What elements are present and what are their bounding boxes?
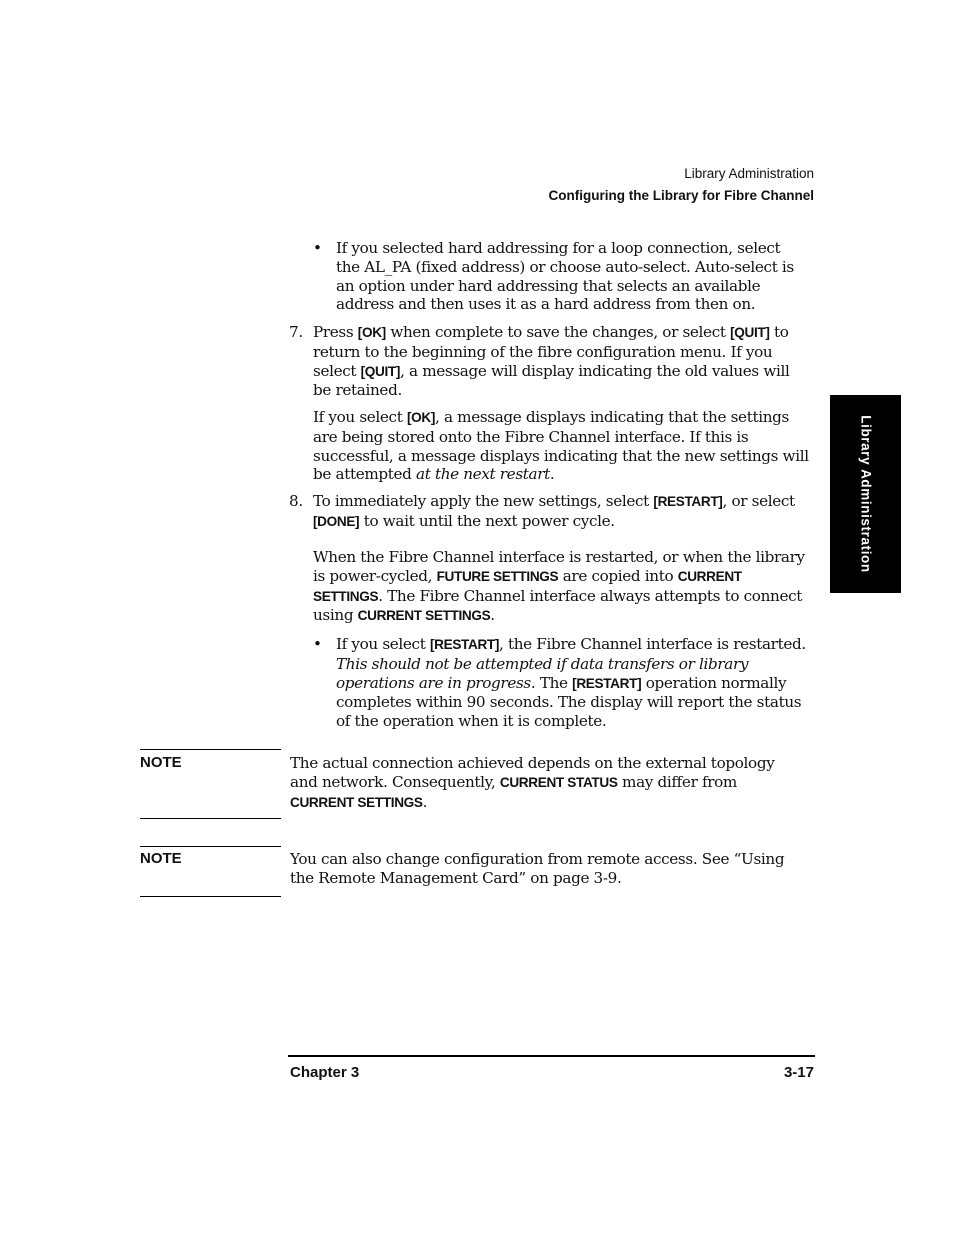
note-body-connection — [290, 754, 795, 812]
footer-rule — [288, 1055, 815, 1057]
text-run: To immediately apply the new settings, select — [313, 492, 654, 510]
text-run: , the Fibre Channel interface is restarted. — [499, 635, 806, 653]
note-bottom-rule — [140, 818, 281, 819]
step-8-paragraph — [313, 492, 808, 532]
key-quit: [QUIT] — [360, 363, 401, 379]
text-run: , or select — [722, 492, 795, 510]
text-run: . — [549, 465, 555, 484]
term-current-settings: CURRENT SETTINGS — [290, 794, 423, 810]
text-run: The actual connection achieved depends on the external topology and network. Consequently, — [290, 754, 775, 791]
side-thumb-tab — [830, 395, 901, 593]
term-future-settings: FUTURE SETTINGS — [436, 568, 559, 584]
bullet-paragraph-restart — [336, 635, 812, 731]
step-8-followup-paragraph — [313, 548, 813, 626]
note-body-remote-access: You can also change configuration from remote access. See “Using the Remote Management Card” on page 3-9. — [290, 850, 785, 887]
text-run: . The Fibre Channel interface always attempts to connect using — [313, 586, 802, 625]
note-label: NOTE — [140, 850, 182, 867]
text-run: If you select — [336, 635, 430, 653]
term-current-settings: CURRENT SETTINGS — [313, 568, 742, 604]
text-run: If you select — [313, 408, 407, 426]
key-quit: [QUIT] — [730, 325, 770, 340]
key-restart: [RESTART] — [572, 675, 642, 691]
term-current-status: CURRENT STATUS — [499, 774, 618, 790]
step-7-paragraph — [313, 323, 808, 400]
bullet-paragraph-addressing: If you selected hard addressing for a loop connection, select the AL_PA (fixed address) or choose auto-select. Auto-select is an option under hard addressing that selects an available address and then uses it as a hard address from then on. — [336, 239, 794, 314]
step-number-7: 7. — [289, 323, 303, 341]
text-run: . — [490, 606, 495, 625]
footer-page-number: 3-17 — [783, 1064, 814, 1081]
term-current-settings: CURRENT SETTINGS — [357, 608, 491, 624]
text-run: When the Fibre Channel interface is restarted, or when the library is power-cycled, — [313, 548, 805, 585]
running-header-subsection: Configuring the Library for Fibre Channel — [548, 188, 814, 203]
step-number-8: 8. — [289, 492, 303, 510]
bullet-marker: • — [313, 239, 322, 257]
key-done: [DONE] — [313, 513, 360, 529]
text-run: to return to the beginning of the fibre configuration menu. If you select — [313, 323, 789, 380]
text-run: Press — [313, 323, 358, 341]
emphasis-text: at the next restart — [416, 465, 550, 484]
warning-emphasis: This should not be attempted if data transfers or library operations are in progress — [336, 654, 749, 692]
text-run: operation normally completes within 90 seconds. The display will report the status of the operation when it is complete. — [336, 673, 802, 731]
step-7-followup-paragraph — [313, 408, 813, 484]
key-ok: [OK] — [357, 325, 386, 340]
footer-chapter: Chapter 3 — [290, 1064, 360, 1081]
text-run: are copied into — [558, 566, 678, 585]
text-run: to wait until the next power cycle. — [359, 511, 615, 530]
text-run: . — [422, 792, 428, 811]
text-run: , a message displays indicating that the settings are being stored onto the Fibre Channel interface. If this is successful, a message displays indicating that the new settings will be attempted — [313, 408, 809, 484]
note-bottom-rule — [140, 896, 281, 897]
note-label: NOTE — [140, 754, 182, 771]
text-run: , a message will display indicating the old values will be retained. — [313, 361, 790, 400]
note-top-rule — [140, 846, 281, 847]
text-run: may differ from — [617, 772, 737, 791]
key-ok: [OK] — [406, 410, 435, 425]
side-tab-label: Library Administration — [858, 415, 873, 573]
text-run: when complete to save the changes, or select — [385, 323, 731, 341]
key-restart: [RESTART] — [429, 637, 500, 652]
note-top-rule — [140, 749, 281, 750]
key-restart: [RESTART] — [653, 494, 723, 509]
bullet-marker: • — [313, 635, 322, 653]
running-header-section: Library Administration — [684, 166, 814, 181]
text-run: . The — [530, 673, 573, 692]
